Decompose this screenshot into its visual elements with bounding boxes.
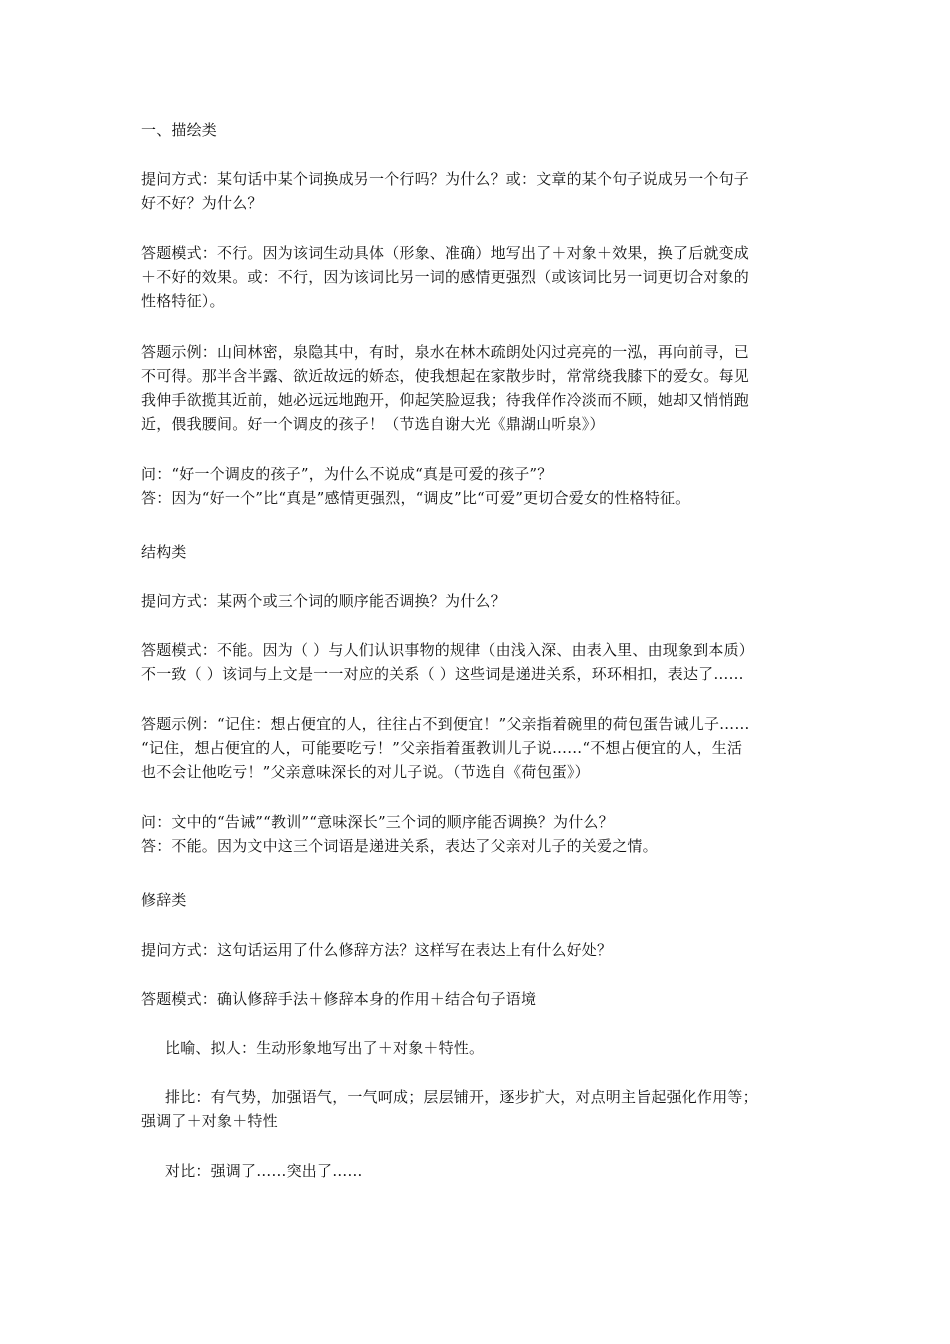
text-line: 不可得。那半含半露、欲近故远的娇态，使我想起在家散步时，常常绕我膝下的爱女。每见 (141, 367, 750, 385)
text-line: 好不好？为什么？ (141, 194, 263, 212)
text-line: 提问方式：这句话运用了什么修辞方法？这样写在表达上有什么好处？ (141, 941, 613, 959)
answer-line: 答：不能。因为文中这三个词语是递进关系，表达了父亲对儿子的关爱之情。 (141, 837, 658, 855)
heading-text: 一、描绘类 (141, 121, 218, 139)
rhetoric-item-metaphor (141, 1036, 813, 1060)
answer-example-paragraph (141, 340, 813, 436)
text-line: 答题模式：确认修辞手法＋修辞本身的作用＋结合句子语境 (141, 990, 537, 1008)
answer-pattern-paragraph (141, 987, 813, 1011)
section-title-description (141, 118, 813, 142)
text-line: 提问方式：某两个或三个词的顺序能否调换？为什么？ (141, 592, 506, 610)
text-line: 答题示例：“记住：想占便宜的人，往往占不到便宜！”父亲指着碗里的荷包蛋告诫儿子…… (141, 715, 750, 733)
question-format-paragraph (141, 589, 813, 613)
heading-text: 结构类 (141, 543, 187, 561)
answer-pattern-paragraph (141, 638, 813, 686)
text-line: 近，偎我腰间。好一个调皮的孩子！（节选自谢大光《鼎湖山听泉》） (141, 415, 605, 433)
section-title-structure (141, 540, 813, 564)
heading-text: 修辞类 (141, 891, 187, 909)
text-line: ＋不好的效果。或：不行，因为该词比另一词的感情更强烈（或该词比另一词更切合对象的 (141, 268, 750, 286)
rhetoric-item-parallelism (141, 1085, 813, 1133)
text-line: 比喻、拟人：生动形象地写出了＋对象＋特性。 (165, 1039, 485, 1057)
text-line: “记住，想占便宜的人，可能要吃亏！”父亲指着蛋教训儿子说……“不想占便宜的人，生活 (141, 739, 743, 757)
text-line: 答题示例：山间林密，泉隐其中，有时，泉水在林木疏朗处闪过亮亮的一泓，再向前寻，已 (141, 343, 750, 361)
text-line: 我伸手欲揽其近前，她必远远地跑开，仰起笑脸逗我；待我佯作冷淡而不顾，她却又悄悄跑 (141, 391, 750, 409)
text-line: 答题模式：不行。因为该词生动具体（形象、准确）地写出了＋对象＋效果，换了后就变成 (141, 244, 750, 262)
text-line: 答题模式：不能。因为（ ）与人们认识事物的规律（由浅入深、由表入里、由现象到本质） (141, 641, 754, 659)
text-line: 提问方式：某句话中某个词换成另一个行吗？为什么？或：文章的某个句子说成另一个句子 (141, 170, 750, 188)
text-line: 对比：强调了……突出了…… (165, 1162, 363, 1180)
text-line: 也不会让他吃亏！”父亲意味深长的对儿子说。（节选自《荷包蛋》） (141, 763, 590, 781)
answer-line: 答：因为“好一个”比“真是”感情更强烈，“调皮”比“可爱”更切合爱女的性格特征。 (141, 489, 691, 507)
text-line: 排比：有气势，加强语气，一气呵成；层层铺开，逐步扩大，对点明主旨起强化作用等； (165, 1088, 758, 1106)
answer-example-paragraph (141, 712, 813, 784)
qa-paragraph (141, 462, 813, 510)
qa-paragraph (141, 810, 813, 858)
section-title-rhetoric (141, 888, 813, 912)
text-line: 强调了＋对象＋特性 (141, 1112, 278, 1130)
text-line: 不一致（ ）该词与上文是一一对应的关系（ ）这些词是递进关系，环环相扣，表达了…… (141, 665, 744, 683)
text-line: 性格特征）。 (141, 292, 225, 310)
rhetoric-item-contrast (141, 1159, 813, 1183)
answer-pattern-paragraph (141, 241, 813, 313)
question-line: 问：“好一个调皮的孩子”，为什么不说成“真是可爱的孩子”？ (141, 465, 553, 483)
question-format-paragraph (141, 938, 813, 962)
question-format-paragraph (141, 167, 813, 215)
question-line: 问：文中的“告诫”“教训”“意味深长”三个词的顺序能否调换？为什么？ (141, 813, 614, 831)
